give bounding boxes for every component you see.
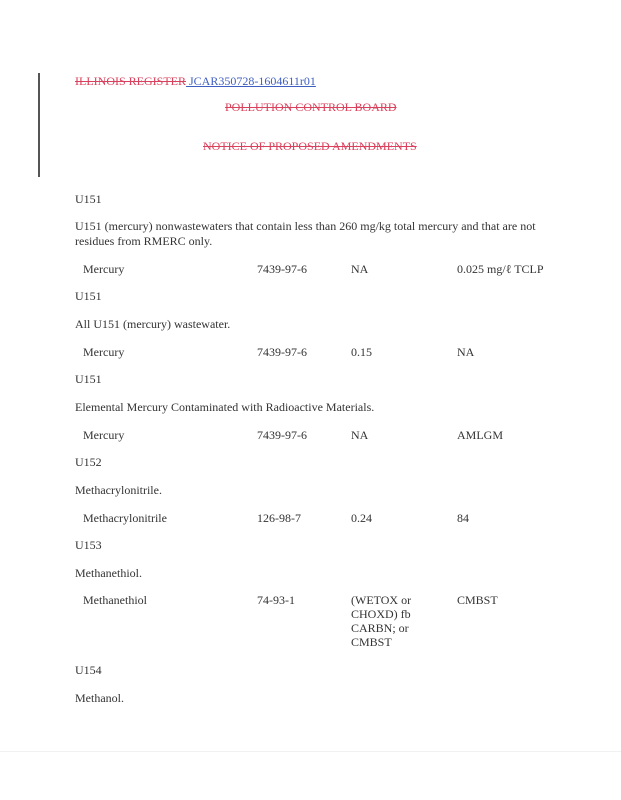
section-description: Methanol.: [75, 691, 124, 705]
wastewater-standard: (WETOX or CHOXD) fb CARBN; or CMBST: [351, 593, 412, 649]
cas-number: 7439-97-6: [257, 345, 307, 359]
section-code: U152: [75, 455, 102, 469]
section-code: U154: [75, 663, 102, 677]
section-description: Methanethiol.: [75, 566, 142, 580]
constituent-name: Mercury: [83, 345, 125, 359]
change-bar: [38, 73, 40, 177]
wastewater-standard: NA: [351, 428, 369, 442]
section-code: U151: [75, 289, 102, 303]
cas-number: 7439-97-6: [257, 428, 307, 442]
section-description: All U151 (mercury) wastewater.: [75, 317, 231, 331]
section-code: U151: [75, 192, 102, 206]
section-code: U151: [75, 372, 102, 386]
jcar-number: JCAR350728-1604611r01: [189, 74, 316, 88]
table-row: [0, 593, 621, 653]
section-description: Elemental Mercury Contaminated with Radioactive Materials.: [75, 400, 375, 414]
section-description: Methacrylonitrile.: [75, 483, 162, 497]
section-description: U151 (mercury) nonwastewaters that contain less than 260 mg/kg total mercury and that are not residues from RMERC only.: [75, 219, 536, 248]
constituent-name: Methacrylonitrile: [83, 511, 167, 525]
cas-number: 7439-97-6: [257, 262, 307, 276]
section-code: U153: [75, 538, 102, 552]
register-header: [75, 74, 316, 89]
wastewater-standard: 0.15: [351, 345, 372, 359]
wastewater-standard: 0.24: [351, 511, 372, 525]
notice-title: NOTICE OF PROPOSED AMENDMENTS: [203, 139, 417, 153]
nonwastewater-standard: 84: [457, 511, 469, 525]
register-title: ILLINOIS REGISTER: [75, 74, 186, 88]
cas-number: 74-93-1: [257, 593, 295, 607]
constituent-name: Mercury: [83, 428, 125, 442]
cas-number: 126-98-7: [257, 511, 301, 525]
page-bottom-rule: [0, 751, 621, 752]
nonwastewater-standard: AMLGM: [457, 428, 504, 442]
constituent-name: Mercury: [83, 262, 125, 276]
nonwastewater-standard: CMBST: [457, 593, 498, 607]
nonwastewater-standard: 0.025 mg/ℓ TCLP: [457, 262, 544, 276]
nonwastewater-standard: NA: [457, 345, 475, 359]
board-title: POLLUTION CONTROL BOARD: [225, 100, 397, 114]
constituent-name: Methanethiol: [83, 593, 147, 607]
wastewater-standard: NA: [351, 262, 369, 276]
